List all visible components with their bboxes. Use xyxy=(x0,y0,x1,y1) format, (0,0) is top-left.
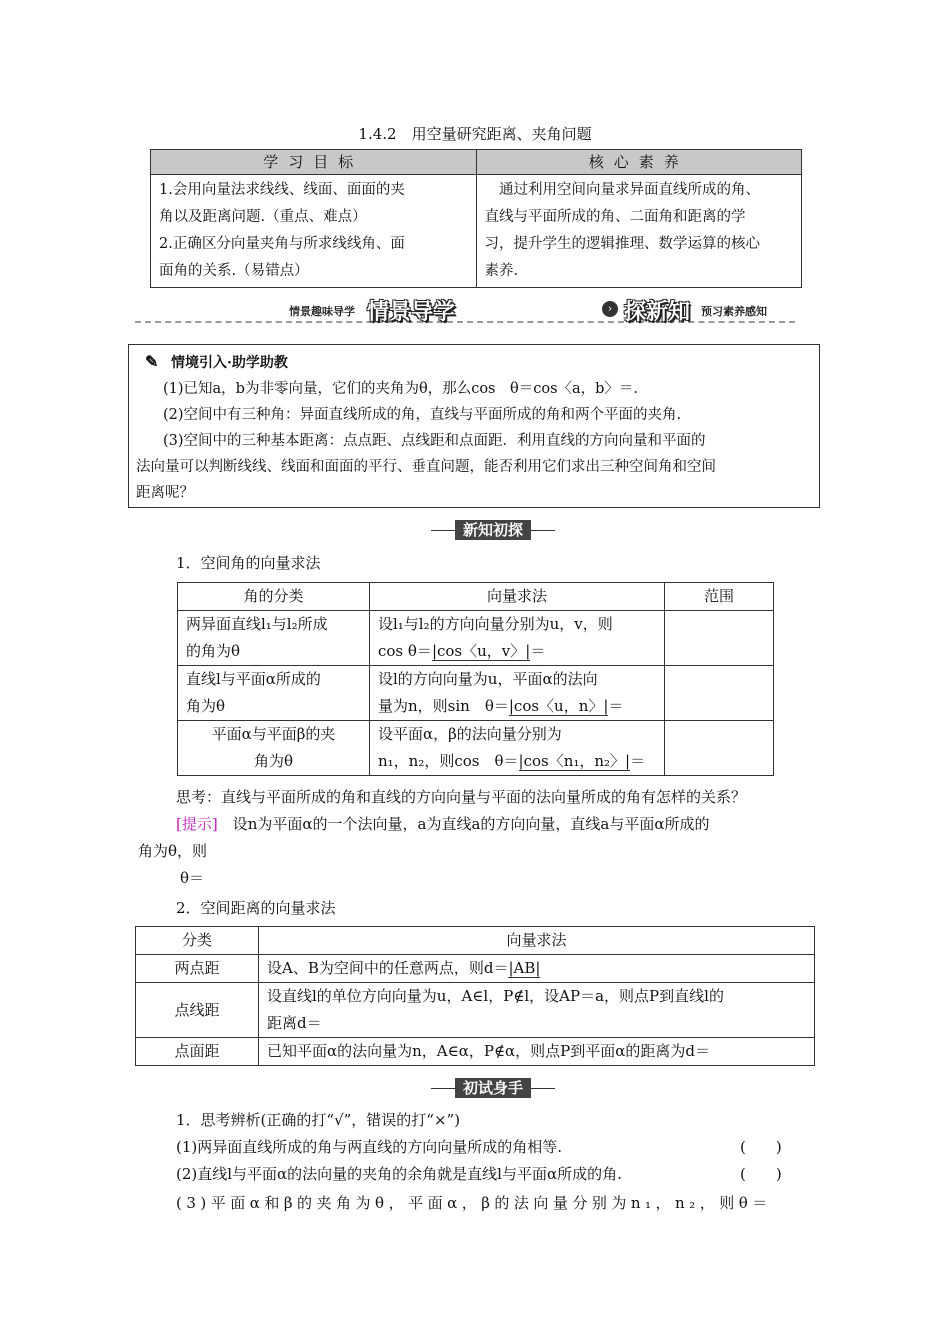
cell-text: ＝ xyxy=(530,642,546,660)
exercise-1-paren: ( ) xyxy=(740,1138,782,1156)
table-row xyxy=(178,666,774,721)
cell-text: 角为θ xyxy=(253,752,294,770)
angle-col-header: 向量求法 xyxy=(370,583,665,611)
banner-divider xyxy=(135,321,795,323)
chevron-right-icon: › xyxy=(602,301,618,317)
dist-method-cell: 已知平面α的法向量为n，A∈α，P∉α，则点P到平面α的距离为d＝ xyxy=(259,1038,815,1066)
objective-line: 2.正确区分向量夹角与所求线线角、面 xyxy=(159,236,405,252)
hint-label: [提示] xyxy=(176,815,218,833)
cell-text: cos θ＝ xyxy=(378,642,432,660)
intro-heading xyxy=(145,352,288,372)
literacy-cell xyxy=(476,175,802,288)
literacy-header: 核心素养 xyxy=(476,150,802,175)
angle-method-cell xyxy=(370,721,665,776)
exercise-2: (2)直线l与平面α的法向量的夹角的余角就是直线l与平面α所成的角. xyxy=(176,1165,622,1183)
cell-text: 设l₁与l₂的方向向量分别为u，v，则 xyxy=(378,615,613,633)
literacy-line: 素养. xyxy=(484,263,519,279)
hint-line xyxy=(176,811,709,837)
literacy-line: 习，提升学生的逻辑推理、数学运算的核心 xyxy=(484,236,760,252)
dist-type-cell: 点线距 xyxy=(136,983,259,1038)
angle-type-cell xyxy=(178,611,370,666)
section-pill-first-try xyxy=(431,1078,555,1098)
range-cell xyxy=(665,666,774,721)
cell-text: ＝ xyxy=(630,752,646,770)
cell-text: 设l的方向向量为u，平面α的法向 xyxy=(378,670,598,688)
intro-p3a: (3)空间中的三种基本距离：点点距、点线距和点面距．利用直线的方向向量和平面的 xyxy=(163,433,706,449)
pen-icon: ✎ xyxy=(145,352,159,371)
hint-text3: θ＝ xyxy=(180,869,205,887)
banner-right-small: 预习素养感知 xyxy=(701,305,767,318)
cell-text: 量为n，则sin θ＝ xyxy=(378,697,509,715)
cell-text: n₁，n₂，则cos θ＝ xyxy=(378,752,519,770)
angle-col-header: 范围 xyxy=(665,583,774,611)
cell-text: 的角为θ xyxy=(186,642,241,660)
dist-type-cell: 点面距 xyxy=(136,1038,259,1066)
angle-type-cell xyxy=(178,666,370,721)
section1-heading: 1．空间角的向量求法 xyxy=(176,554,321,572)
exercise-1: (1)两异面直线所成的角与两直线的方向向量所成的角相等. xyxy=(176,1138,563,1156)
angle-type-cell xyxy=(178,721,370,776)
table-row xyxy=(136,1038,815,1066)
objective-line: 1.会用向量法求线线、线面、面面的夹 xyxy=(159,182,405,198)
pill-label: 初试身手 xyxy=(455,1078,531,1098)
dist-method-cell xyxy=(259,955,815,983)
angle-method-cell xyxy=(370,666,665,721)
cell-text: 两异面直线l₁与l₂所成 xyxy=(186,615,328,633)
intro-p2: (2)空间中有三种角：异面直线所成的角，直线与平面所成的角和两个平面的夹角. xyxy=(163,407,682,423)
cell-text: 设A、B为空间中的任意两点，则d＝ xyxy=(267,959,509,977)
table-row xyxy=(136,983,815,1038)
banner-right-big: 探新知 xyxy=(624,299,691,325)
exercise-3: (3)平面α和β的夹角为θ，平面α，β的法向量分别为n₁，n₂，则θ＝ xyxy=(176,1194,772,1212)
cell-text: 角为θ xyxy=(186,697,226,715)
answer-blank: |AB| xyxy=(508,959,541,977)
objectives-header: 学习目标 xyxy=(151,150,477,175)
literacy-line: 直线与平面所成的角、二面角和距离的学 xyxy=(484,209,746,225)
table-row xyxy=(136,955,815,983)
cell-text: ＝ xyxy=(608,697,624,715)
answer-blank: |cos〈u，v〉| xyxy=(431,642,531,660)
objectives-table xyxy=(150,149,802,288)
angle-method-cell xyxy=(370,611,665,666)
banner-left-big: 情景导学 xyxy=(367,299,456,325)
intro-p3c: 距离呢？ xyxy=(136,485,194,501)
section-pill-new-knowledge xyxy=(431,520,555,540)
angle-table xyxy=(177,582,774,776)
banner-left-small: 情景趣味导学 xyxy=(289,305,355,318)
hint-text: 设n为平面α的一个法向量，a为直线a的方向向量，直线a与平面α所成的 xyxy=(217,815,710,833)
cell-text: 直线l与平面α所成的 xyxy=(186,670,321,688)
cell-text: 距离d＝ xyxy=(267,1014,322,1032)
intro-heading-text: 情境引入·助学助教 xyxy=(171,355,288,371)
objective-line: 面角的关系.（易错点） xyxy=(159,263,309,279)
dist-col-header: 分类 xyxy=(136,927,259,955)
dist-col-header: 向量求法 xyxy=(259,927,815,955)
answer-blank: |cos〈u，n〉| xyxy=(508,697,609,715)
intro-p3b: 法向量可以判断线线、线面和面面的平行、垂直问题，能否利用它们求出三种空间角和空间 xyxy=(136,459,716,475)
exercise-heading: 1．思考辨析(正确的打“√”，错误的打“×”) xyxy=(176,1111,461,1129)
think-question: 思考：直线与平面所成的角和直线的方向向量与平面的法向量所成的角有怎样的关系？ xyxy=(176,788,747,806)
section-banner xyxy=(135,297,795,327)
dist-type-cell: 两点距 xyxy=(136,955,259,983)
range-cell xyxy=(665,721,774,776)
pill-label: 新知初探 xyxy=(455,520,531,540)
intro-p1: (1)已知a，b为非零向量，它们的夹角为θ，那么cos θ＝cos〈a，b〉＝. xyxy=(163,381,639,397)
section2-heading: 2．空间距离的向量求法 xyxy=(176,899,336,917)
range-cell xyxy=(665,611,774,666)
objectives-cell xyxy=(151,175,477,288)
exercise-2-paren: ( ) xyxy=(740,1165,782,1183)
cell-text: 平面α与平面β的夹 xyxy=(211,725,336,743)
distance-table xyxy=(135,926,815,1066)
cell-text: 设直线l的单位方向向量为u，A∈l，P∉l，设AP＝a，则点P到直线l的 xyxy=(267,987,724,1005)
hint-text2: 角为θ，则 xyxy=(138,842,208,860)
objective-line: 角以及距离问题.（重点、难点） xyxy=(159,209,367,225)
table-row xyxy=(178,721,774,776)
literacy-line: 通过利用空间向量求异面直线所成的角、 xyxy=(484,182,760,198)
table-row xyxy=(178,611,774,666)
intro-box xyxy=(128,344,820,508)
answer-blank: |cos〈n₁，n₂〉| xyxy=(518,752,631,770)
page-title: 1.4.2 用空量研究距离、夹角问题 xyxy=(358,125,592,143)
angle-col-header: 角的分类 xyxy=(178,583,370,611)
dist-method-cell xyxy=(259,983,815,1038)
cell-text: 设平面α，β的法向量分别为 xyxy=(378,725,562,743)
